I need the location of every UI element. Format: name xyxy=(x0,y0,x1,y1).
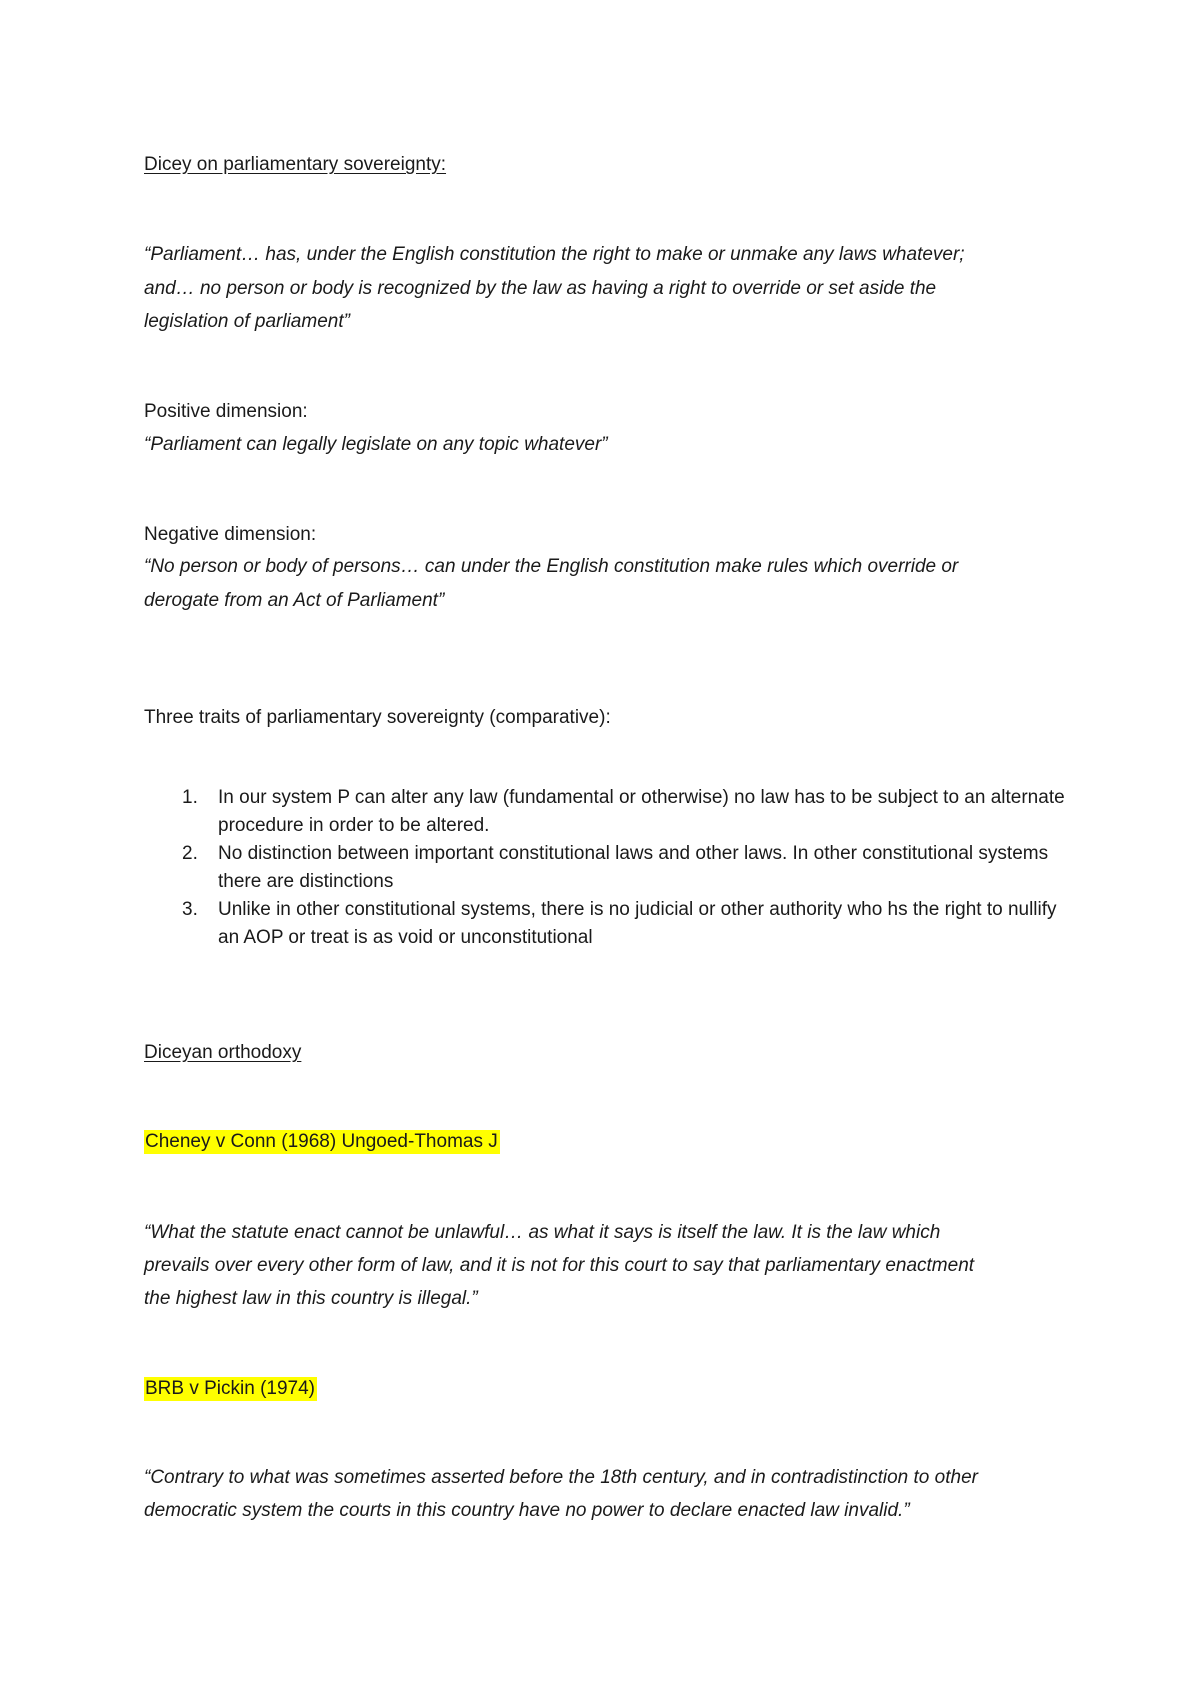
positive-label: Positive dimension: xyxy=(144,401,308,422)
traits-list xyxy=(144,784,1074,952)
list-text: No distinction between important constitutional laws and other laws. In other constitutional systems there are distinctions xyxy=(218,843,1049,892)
list-number: 2. xyxy=(182,843,198,864)
quote-main-line: “Parliament… has, under the English constitution the right to make or unmake any laws whatever; xyxy=(144,244,965,265)
list-item xyxy=(144,840,1074,896)
case-title-pickin xyxy=(144,1377,317,1401)
case1-quote-line: prevails over every other form of law, and it is not for this court to say that parliamentary enactment xyxy=(144,1255,975,1276)
quote-main-line: and… no person or body is recognized by the law as having a right to override or set aside the xyxy=(144,278,937,299)
quote-main-line: legislation of parliament” xyxy=(144,311,350,332)
list-number: 3. xyxy=(182,899,198,920)
traits-heading: Three traits of parliamentary sovereignty (comparative): xyxy=(144,707,611,728)
case1-quote-line: “What the statute enact cannot be unlawful… as what it says is itself the law. It is the law which xyxy=(144,1222,941,1243)
case-title-cheney xyxy=(144,1130,500,1154)
list-item xyxy=(144,896,1074,952)
case2-quote-line: “Contrary to what was sometimes asserted before the 18th century, and in contradistinction to other xyxy=(144,1467,978,1488)
case2-quote-line: democratic system the courts in this country have no power to declare enacted law invalid.” xyxy=(144,1500,910,1521)
case-title-highlight: Cheney v Conn (1968) Ungoed-Thomas J xyxy=(145,1131,498,1152)
case1-quote-line: the highest law in this country is illegal.” xyxy=(144,1288,478,1309)
list-text: In our system P can alter any law (fundamental or otherwise) no law has to be subject to an alternate procedure in order to be altered. xyxy=(218,787,1065,836)
negative-quote-line: derogate from an Act of Parliament” xyxy=(144,590,445,611)
list-item xyxy=(144,784,1074,840)
negative-quote-line: “No person or body of persons… can under the English constitution make rules which override or xyxy=(144,556,959,577)
positive-quote: “Parliament can legally legislate on any topic whatever” xyxy=(144,434,608,455)
heading-diceyan-orthodoxy: Diceyan orthodoxy xyxy=(144,1042,302,1063)
negative-label: Negative dimension: xyxy=(144,524,317,545)
list-number: 1. xyxy=(182,787,198,808)
heading-dicey: Dicey on parliamentary sovereignty: xyxy=(144,154,447,175)
list-text: Unlike in other constitutional systems, there is no judicial or other authority who hs the right to nullify an AOP or treat is as void or unconstitutional xyxy=(218,899,1057,948)
case-title-highlight: BRB v Pickin (1974) xyxy=(145,1378,316,1399)
